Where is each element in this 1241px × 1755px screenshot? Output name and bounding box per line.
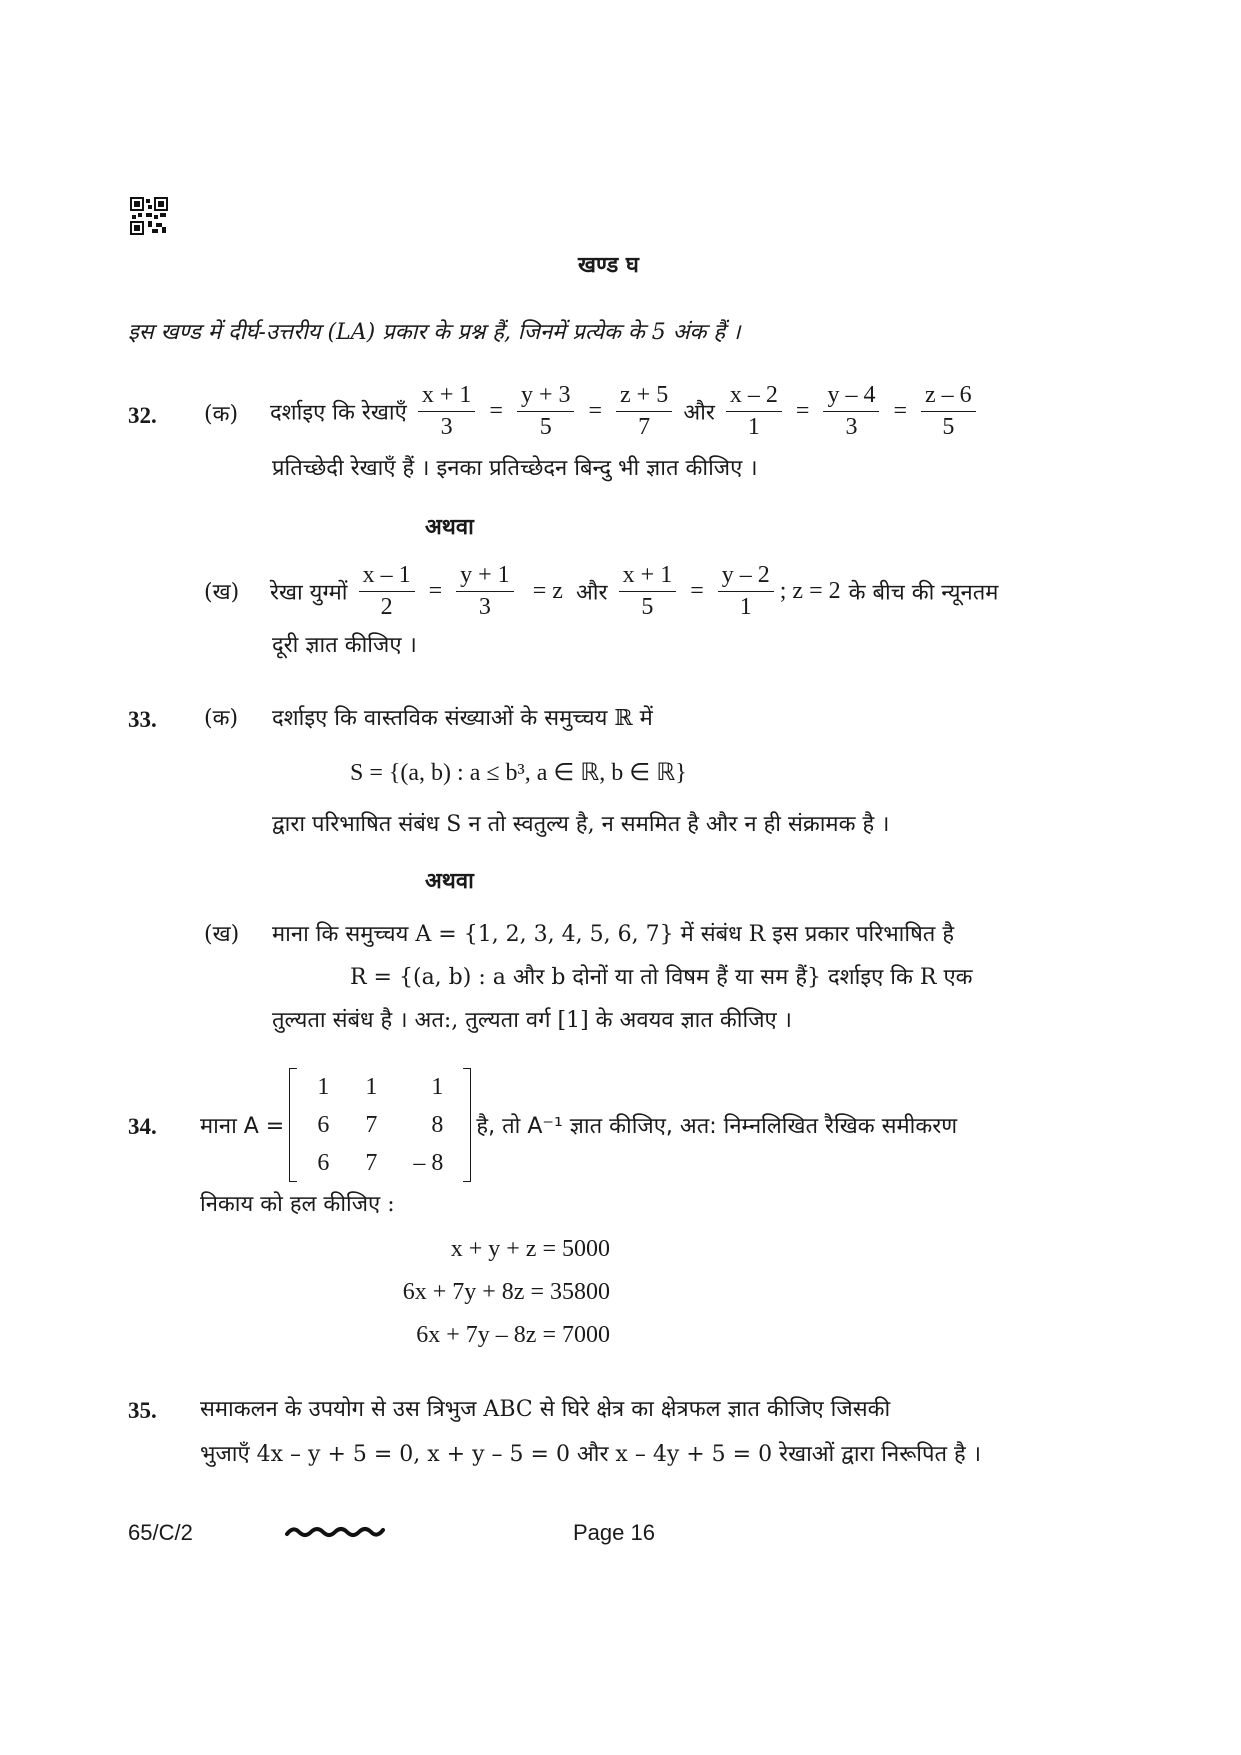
fraction: $\frac{z - 6}{5}$ [921, 382, 976, 441]
matrix-cell: 6 [317, 1111, 330, 1138]
z-equals-2: ; z = 2 [779, 578, 841, 604]
fraction: $\frac{x + 1}{5}$ [619, 562, 677, 621]
or-label: अथवा [425, 514, 474, 540]
matrix-cell: 1 [431, 1073, 444, 1100]
eq-z: = z [532, 578, 563, 604]
question-number: 34. [128, 1114, 157, 1139]
q33b-line2: R = {(a, b) : a और b दोनों या तो विषम हैं या सम हैं} दर्शाइए कि R एक [350, 965, 973, 990]
fraction: $\frac{x + 1}{3}$ [418, 382, 476, 441]
q33b-line3: तुल्यता संबंध है । अत:, तुल्यता वर्ग [1] के अवयव ज्ञात कीजिए । [272, 1008, 793, 1033]
matrix-cell: 1 [317, 1073, 330, 1100]
part-label: (ख) [204, 922, 240, 947]
fraction: $\frac{y + 3}{5}$ [517, 382, 575, 441]
question-number: 32. [128, 403, 157, 428]
qr-code-icon [130, 197, 168, 235]
matrix-cell: 7 [365, 1149, 378, 1176]
q33a-line1: दर्शाइए कि वास्तविक संख्याओं के समुच्चय ℝ में [272, 706, 653, 731]
q32a-equation-line: दर्शाइए कि रेखाएँ $\frac{x + 1}{3}$ = $\frac{y + 3}{5}$ = $\frac{z + 5}{7}$ और $\frac{x - 2}{1}$ = $\frac{y - 4}{3}$ = $\frac{z - 6}{5}$ [270, 382, 982, 441]
q32b-lead: रेखा युग्मों [270, 580, 348, 606]
section-intro: इस खण्ड में दीर्घ-उत्तरीय (LA) प्रकार के प्रश्न हैं, जिनमें प्रत्येक के 5 अंक हैं । [128, 320, 741, 345]
q34-matrix-line [200, 1068, 957, 1182]
q33a-line3: द्वारा परिभाषित संबंध S न तो स्वतुल्य है, न सममित है और न ही संक्रामक है । [272, 812, 890, 837]
page-number: Page 16 [573, 1520, 655, 1545]
matrix-cell: 8 [431, 1111, 444, 1138]
matrix-a [289, 1068, 471, 1182]
q34-lead: माना A = [200, 1114, 285, 1139]
fraction: $\frac{x - 2}{1}$ [726, 382, 782, 441]
fraction: $\frac{y - 4}{3}$ [823, 382, 879, 441]
section-title: खण्ड घ [578, 252, 639, 278]
q32a-line2: प्रतिच्छेदी रेखाएँ हैं । इनका प्रतिच्छेदन बिन्दु भी ज्ञात कीजिए । [272, 456, 758, 481]
fraction: $\frac{y + 1}{3}$ [456, 562, 514, 621]
question-number: 33. [128, 707, 157, 732]
matrix-cell: 7 [365, 1111, 378, 1138]
part-label: (ख) [204, 580, 240, 605]
or-label: अथवा [425, 868, 474, 894]
q32a-lead: दर्शाइए कि रेखाएँ [270, 400, 407, 426]
q33a-set-definition: S = {(a, b) : a ≤ b³, a ∈ ℝ, b ∈ ℝ} [350, 760, 687, 786]
matrix-cell: 6 [317, 1149, 330, 1176]
q34-tail: है, तो A⁻¹ ज्ञात कीजिए, अत: निम्नलिखित रैखिक समीकरण [476, 1114, 958, 1139]
q35-line1: समाकलन के उपयोग से उस त्रिभुज ABC से घिरे क्षेत्र का क्षेत्रफल ज्ञात कीजिए जिसकी [200, 1397, 891, 1422]
fraction: $\frac{x - 1}{2}$ [359, 562, 415, 621]
q34-line2: निकाय को हल कीजिए : [200, 1192, 395, 1217]
paper-code: 65/C/2 [128, 1520, 193, 1545]
q33b-line1: माना कि समुच्चय A = {1, 2, 3, 4, 5, 6, 7} में संबंध R इस प्रकार परिभाषित है [272, 922, 955, 947]
equation-3: 6x + 7y – 8z = 7000 [416, 1322, 610, 1348]
equation-1: x + y + z = 5000 [450, 1236, 610, 1262]
and-word: और [683, 400, 715, 426]
fraction: $\frac{z + 5}{7}$ [616, 382, 672, 441]
q32b-tail: के बीच की न्यूनतम [848, 580, 999, 606]
wave-ornament-icon [285, 1524, 385, 1540]
equation-2: 6x + 7y + 8z = 35800 [402, 1279, 610, 1305]
q32b-line2: दूरी ज्ञात कीजिए । [272, 633, 417, 658]
question-number: 35. [128, 1398, 157, 1423]
matrix-cell: – 8 [413, 1149, 444, 1176]
q35-line2: भुजाएँ 4x – y + 5 = 0, x + y – 5 = 0 और x – 4y + 5 = 0 रेखाओं द्वारा निरूपित है । [200, 1442, 982, 1467]
part-label: (क) [204, 706, 239, 731]
fraction: $\frac{y - 2}{1}$ [718, 562, 774, 621]
and-word: और [576, 580, 608, 606]
part-label: (क) [204, 402, 239, 427]
matrix-cell: 1 [365, 1073, 378, 1100]
q32b-equation-line: रेखा युग्मों $\frac{x - 1}{2}$ = $\frac{y + 1}{3}$ = z और $\frac{x + 1}{5}$ = $\frac{y - 2}{1}$ ; z = 2 के बीच की न्यूनतम [270, 562, 999, 620]
